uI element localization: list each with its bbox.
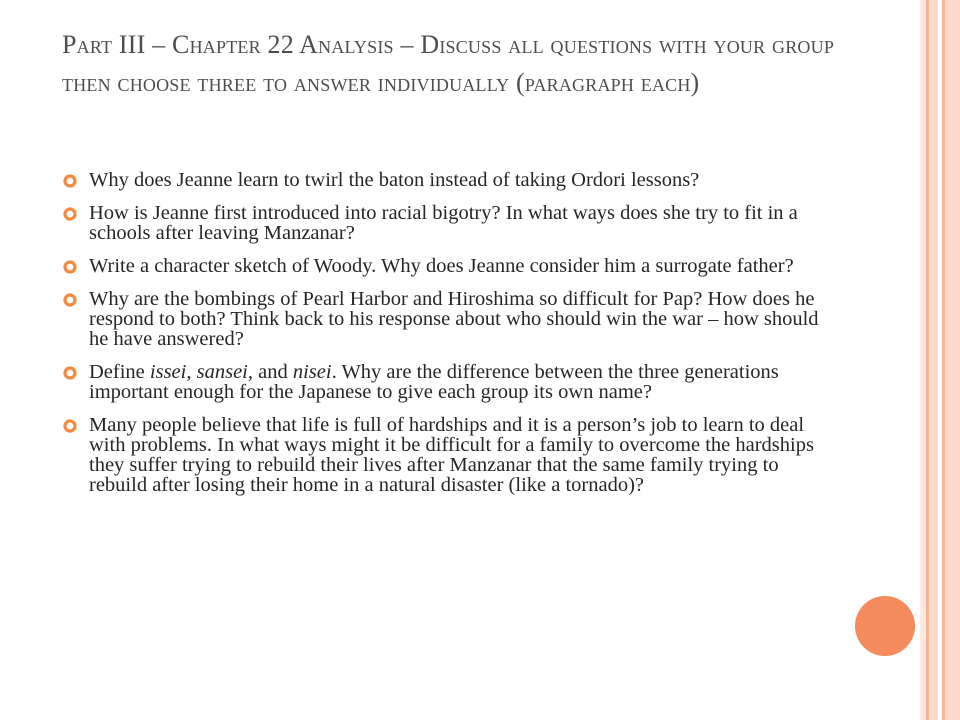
bullet-item [62, 170, 832, 190]
bullet-item [62, 289, 832, 349]
bullet-text: Write a character sketch of Woody. Why does Jeanne consider him a surrogate father? [89, 255, 794, 277]
bullet-item [62, 415, 832, 495]
term-issei: issei, [149, 361, 192, 383]
orange-ring-bullet-icon [62, 259, 78, 275]
orange-ring-bullet-icon [62, 173, 78, 189]
text-segment: . Why are the difference between the three generations important enough for the Japanese to give each group its own name? [89, 361, 779, 403]
border-stripe [945, 0, 960, 720]
bullet-text: Why does Jeanne learn to twirl the baton instead of taking Ordori lessons? [89, 169, 700, 191]
bullet-text: Many people believe that life is full of hardships and it is a person’s job to learn to deal with problems. In what ways might it be difficult for a family to overcome the hardships they suffer trying to rebuild their lives after Manzanar that the same family trying to rebuild after losing their home in a natural disaster (like a tornado)? [89, 414, 814, 496]
bullet-item [62, 362, 832, 402]
orange-ring-bullet-icon [62, 418, 78, 434]
right-border-decoration [920, 0, 960, 720]
border-stripe [929, 0, 938, 720]
bullet-text: Why are the bombings of Pearl Harbor and Hiroshima so difficult for Pap? How does he respond to both? Think back to his response about who should win the war – how should he have answered? [89, 288, 819, 350]
bullet-item [62, 203, 832, 243]
text-segment: Define [89, 361, 150, 383]
bullet-item [62, 256, 832, 276]
text-segment: and [252, 361, 293, 383]
decorative-orange-circle [855, 596, 915, 656]
slide-title: Part III – Chapter 22 Analysis – Discuss all questions with your group then choose three to answer individually (paragraph each) [62, 30, 835, 97]
orange-ring-bullet-icon [62, 206, 78, 222]
bullet-text: How is Jeanne first introduced into racial bigotry? In what ways does she try to fit in a schools after leaving Manzanar? [89, 202, 798, 244]
bullet-list [62, 170, 832, 508]
term-nisei: nisei [292, 361, 332, 383]
term-sansei: sansei, [196, 361, 253, 383]
orange-ring-bullet-icon [62, 292, 78, 308]
orange-ring-bullet-icon [62, 365, 78, 381]
bullet-text [89, 361, 779, 403]
